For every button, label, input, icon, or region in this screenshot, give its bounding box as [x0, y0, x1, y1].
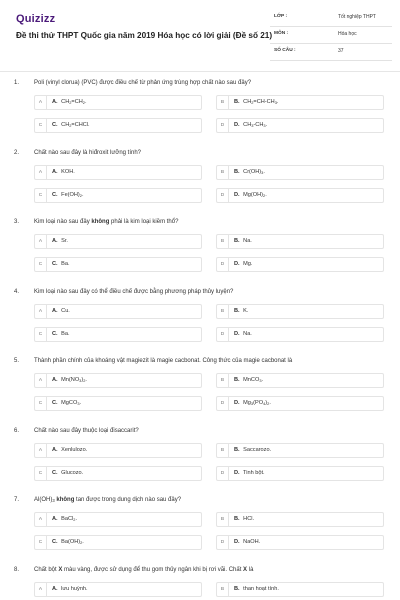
option-letter-box: B — [217, 444, 229, 457]
answer-option-b[interactable] — [216, 443, 384, 458]
option-letter-box: D — [217, 536, 229, 549]
question-number: 8. — [14, 567, 20, 573]
meta-label: LỚP : — [274, 14, 288, 19]
option-letter-box: A — [35, 235, 47, 248]
option-letter-box: A — [35, 374, 47, 387]
question-number: 6. — [14, 428, 20, 434]
answer-option-a[interactable] — [34, 165, 202, 180]
meta-row-class — [270, 10, 392, 27]
option-text: B. K. — [234, 308, 249, 314]
option-letter-box: B — [217, 235, 229, 248]
option-text: D. Mg. — [234, 261, 253, 267]
answer-option-c[interactable] — [34, 396, 202, 411]
question-number: 5. — [14, 358, 20, 364]
answer-option-d[interactable] — [216, 535, 384, 550]
answer-option-a[interactable] — [34, 373, 202, 388]
worksheet-title: Đề thi thử THPT Quốc gia năm 2019 Hóa học có lời giải (Đề số 21) — [16, 31, 273, 40]
option-letter-box: C — [35, 258, 47, 271]
option-letter-box: A — [35, 166, 47, 179]
meta-value: Hóa học — [338, 31, 357, 37]
option-letter-box: D — [217, 119, 229, 132]
question-number: 3. — [14, 219, 20, 225]
answer-option-a[interactable] — [34, 95, 202, 110]
question-text: Chất nào sau đây thuộc loại đisaccarit? — [34, 428, 139, 434]
option-text: D. $Mg_3(PO_4)_2$. — [234, 400, 271, 406]
answer-option-c[interactable] — [34, 466, 202, 481]
question-text: $Al(OH)_3$ không tan được trong dung dịch nào sau đây? — [34, 497, 182, 503]
option-letter-box: A — [35, 583, 47, 596]
option-text: B. Saccarozo. — [234, 447, 272, 453]
header-divider — [0, 71, 400, 72]
option-text: B. Na. — [234, 238, 252, 244]
answer-option-c[interactable] — [34, 535, 202, 550]
answer-option-d[interactable] — [216, 466, 384, 481]
option-letter-box: C — [35, 189, 47, 202]
option-letter-box: B — [217, 374, 229, 387]
option-letter-box: C — [35, 536, 47, 549]
meta-label: SỐ CÂU : — [274, 48, 296, 53]
option-letter-box: C — [35, 119, 47, 132]
option-text: B. MnCO$_3$. — [234, 377, 264, 383]
meta-value: 37 — [338, 48, 344, 54]
option-letter-box: A — [35, 96, 47, 109]
option-text: B. $CH_2=CH-CH_3$. — [234, 99, 279, 105]
option-text: B. $Cr(OH)_3$. — [234, 169, 265, 175]
option-text: D. NaOH. — [234, 539, 261, 545]
answer-option-b[interactable] — [216, 304, 384, 319]
question-text: Poli (vinyl clorua) (PVC) được điều chế từ phản ứng trùng hợp chất nào sau đây? — [34, 80, 252, 86]
answer-option-a[interactable] — [34, 234, 202, 249]
option-text: A. Cu. — [52, 308, 70, 314]
answer-option-b[interactable] — [216, 373, 384, 388]
option-text: A. KOH. — [52, 169, 75, 175]
option-letter-box: D — [217, 328, 229, 341]
option-text: D. Tinh bột. — [234, 470, 265, 476]
option-text: D. $Mg(OH)_2$. — [234, 192, 267, 198]
answer-option-c[interactable] — [34, 118, 202, 133]
option-letter-box: D — [217, 258, 229, 271]
answer-option-c[interactable] — [34, 327, 202, 342]
option-text: C. MgCO$_3$. — [52, 400, 82, 406]
worksheet-header — [0, 0, 400, 72]
option-letter-box: D — [217, 467, 229, 480]
meta-label: MÔN : — [274, 31, 289, 36]
option-text: B. than hoạt tính. — [234, 586, 279, 592]
question-number: 4. — [14, 289, 20, 295]
option-text: D. Na. — [234, 331, 252, 337]
meta-value: Tốt nghiệp THPT — [338, 14, 376, 20]
option-text: C. Glucozo. — [52, 470, 84, 476]
answer-option-c[interactable] — [34, 257, 202, 272]
option-text: A. $Mn(NO_3)_2$. — [52, 377, 87, 383]
option-text: B. HCl. — [234, 516, 255, 522]
answer-option-b[interactable] — [216, 582, 384, 597]
answer-option-b[interactable] — [216, 165, 384, 180]
answer-option-d[interactable] — [216, 327, 384, 342]
option-text: A. BaCl$_2$. — [52, 516, 78, 522]
option-text: A. Xenlulozo. — [52, 447, 88, 453]
answer-option-b[interactable] — [216, 512, 384, 527]
meta-row-question-count — [270, 44, 392, 61]
option-text: C. Ba. — [52, 331, 70, 337]
divider — [270, 60, 392, 61]
worksheet-meta — [270, 10, 392, 61]
answer-option-d[interactable] — [216, 396, 384, 411]
question-text: Thành phần chính của khoáng vật magiezit là magie cacbonat. Công thức của magie cacbonat là — [34, 358, 293, 364]
answer-option-a[interactable] — [34, 443, 202, 458]
answer-option-c[interactable] — [34, 188, 202, 203]
option-letter-box: C — [35, 397, 47, 410]
option-letter-box: B — [217, 305, 229, 318]
option-letter-box: A — [35, 444, 47, 457]
answer-option-b[interactable] — [216, 95, 384, 110]
answer-option-a[interactable] — [34, 512, 202, 527]
question-number: 7. — [14, 497, 20, 503]
option-text: A. Sr. — [52, 238, 68, 244]
option-letter-box: B — [217, 583, 229, 596]
option-text: A. $CH_2=CH_2$. — [52, 99, 87, 105]
option-text: C. $CH_2=CHCl$. — [52, 122, 90, 128]
answer-option-a[interactable] — [34, 582, 202, 597]
option-letter-box: B — [217, 166, 229, 179]
quizizz-logo: Quizizz — [16, 13, 56, 25]
answer-option-d[interactable] — [216, 257, 384, 272]
option-letter-box: B — [217, 96, 229, 109]
option-text: C. Ba. — [52, 261, 70, 267]
option-text: A. lưu huỳnh. — [52, 586, 88, 592]
question-number: 1. — [14, 80, 20, 86]
meta-row-subject — [270, 27, 392, 44]
option-letter-box: C — [35, 467, 47, 480]
answer-option-a[interactable] — [34, 304, 202, 319]
question-number: 2. — [14, 150, 20, 156]
option-text: C. $Fe(OH)_2$. — [52, 192, 84, 198]
answer-option-b[interactable] — [216, 234, 384, 249]
question-text: Kim loại nào sau đây có thể điều chế được bằng phương pháp thủy luyện? — [34, 289, 234, 295]
answer-option-d[interactable] — [216, 118, 384, 133]
option-letter-box: A — [35, 305, 47, 318]
option-letter-box: A — [35, 513, 47, 526]
question-text: Kim loại nào sau đây không phải là kim loại kiềm thổ? — [34, 219, 179, 225]
question-text: Chất nào sau đây là hiđroxit lưỡng tính? — [34, 150, 142, 156]
question-text: Chất bột X màu vàng, được sử dụng để thu gom thủy ngân khi bị rơi vãi. Chất X là — [34, 567, 254, 573]
option-text: C. $Ba(OH)_2$. — [52, 539, 84, 545]
option-text: D. $CH_3-CH_3$. — [234, 122, 268, 128]
option-letter-box: C — [35, 328, 47, 341]
option-letter-box: D — [217, 189, 229, 202]
answer-option-d[interactable] — [216, 188, 384, 203]
option-letter-box: B — [217, 513, 229, 526]
option-letter-box: D — [217, 397, 229, 410]
